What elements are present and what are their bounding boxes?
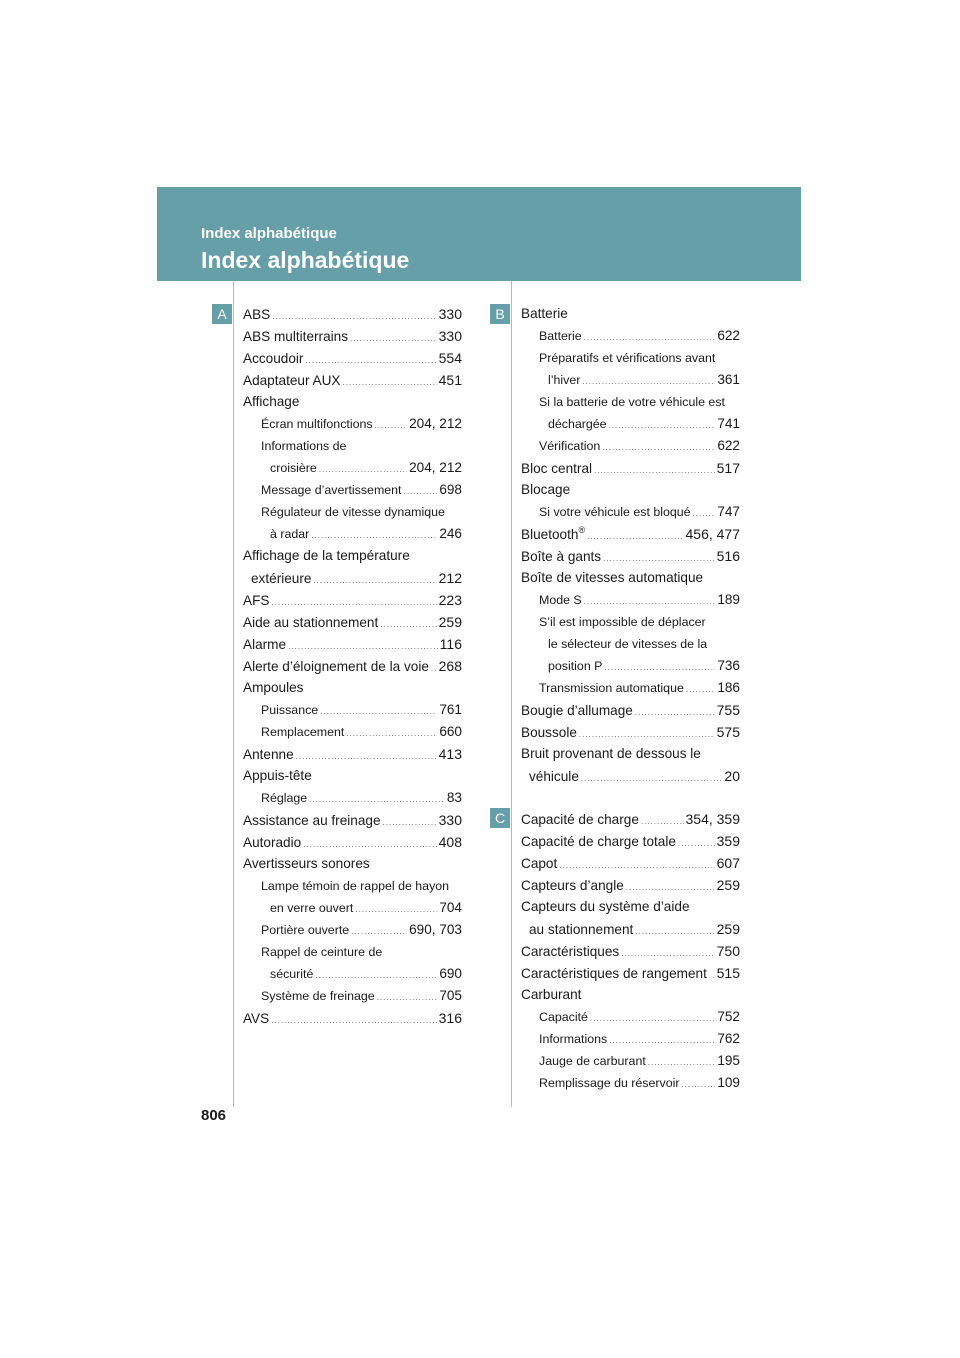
index-entry-page[interactable]: 212 [437, 567, 462, 589]
index-entry[interactable] [243, 303, 462, 325]
section-header [157, 187, 801, 281]
index-entry-label: Régulateur de vitesse dynamique [261, 501, 447, 523]
index-entry-page[interactable]: 517 [715, 457, 740, 479]
index-entry-page[interactable]: 752 [715, 1006, 740, 1028]
index-entry[interactable] [243, 523, 462, 545]
index-entry-page[interactable]: 246 [437, 523, 462, 545]
dot-leader [581, 768, 723, 790]
index-entry[interactable] [521, 413, 740, 435]
dot-leader [375, 415, 408, 437]
registered-mark: ® [578, 525, 586, 535]
index-tab-b[interactable]: B [490, 304, 510, 324]
index-entry [243, 435, 462, 457]
index-entry-page[interactable]: 259 [715, 918, 740, 940]
index-entry[interactable] [243, 831, 462, 853]
index-entry-page[interactable]: 361 [715, 369, 740, 391]
index-column-a [243, 303, 462, 1029]
index-entry-label: AVS [243, 1008, 271, 1030]
index-entry-label: Adaptateur AUX [243, 370, 343, 392]
index-entry-label: Portière ouverte [261, 919, 351, 941]
index-entry-label: Boussole [521, 722, 579, 744]
index-entry[interactable] [243, 633, 462, 655]
index-entry[interactable] [243, 721, 462, 743]
index-entry-page[interactable]: 195 [715, 1050, 740, 1072]
index-entry [521, 567, 740, 589]
index-entry-label: Remplacement [261, 721, 346, 743]
index-entry[interactable] [243, 919, 462, 941]
index-entry[interactable] [521, 545, 740, 567]
index-entry-page[interactable]: 259 [715, 874, 740, 896]
index-entry-label: Accoudoir [243, 348, 305, 370]
dot-leader [320, 701, 437, 723]
index-entry-page[interactable]: 607 [715, 852, 740, 874]
dot-leader [309, 789, 445, 811]
index-entry [521, 479, 740, 501]
index-entry-page[interactable]: 268 [437, 655, 462, 677]
index-entry [521, 611, 740, 633]
index-entry[interactable] [521, 1072, 740, 1094]
index-entry-page[interactable]: 554 [437, 347, 462, 369]
index-entry [243, 941, 462, 963]
index-entry-page[interactable]: 359 [715, 830, 740, 852]
index-entry-page[interactable]: 109 [715, 1072, 740, 1094]
index-entry [521, 347, 740, 369]
index-entry-label: Ampoules [243, 677, 305, 699]
index-entry[interactable] [243, 787, 462, 809]
index-entry[interactable] [521, 1006, 740, 1028]
index-entry-page[interactable]: 83 [445, 787, 462, 809]
index-entry-page[interactable]: 451 [437, 369, 462, 391]
index-entry[interactable] [243, 897, 462, 919]
index-entry-label: l’hiver [548, 369, 582, 391]
index-entry-label: Bluetooth® [521, 524, 587, 546]
index-entry [521, 743, 740, 765]
dot-leader [609, 415, 716, 437]
index-entry [243, 545, 462, 567]
index-entry[interactable] [521, 852, 740, 874]
index-entry[interactable] [521, 765, 740, 787]
index-entry[interactable] [243, 699, 462, 721]
index-entry-label: Réglage [261, 787, 309, 809]
index-entry-page[interactable]: 330 [437, 325, 462, 347]
index-entry-label: Alerte d’éloignement de la voie [243, 656, 431, 678]
index-entry-label: Batterie [539, 325, 584, 347]
index-entry-page[interactable]: 330 [437, 809, 462, 831]
index-entry-page[interactable]: 755 [715, 699, 740, 721]
index-entry-page[interactable]: 622 [715, 435, 740, 457]
index-entry-label: Mode S [539, 589, 584, 611]
index-entry[interactable] [521, 435, 740, 457]
index-entry[interactable] [243, 413, 462, 435]
index-entry-page[interactable]: 456, 477 [684, 523, 741, 545]
index-entry-label: Capacité [539, 1006, 590, 1028]
index-entry-label: Remplissage du réservoir [539, 1072, 681, 1094]
index-entry-label: position P [548, 655, 604, 677]
index-entry[interactable] [521, 830, 740, 852]
index-entry[interactable] [243, 479, 462, 501]
index-entry-label: Bloc central [521, 458, 594, 480]
index-entry[interactable] [243, 611, 462, 633]
dot-leader [584, 591, 716, 613]
index-entry-label: Rappel de ceinture de [261, 941, 384, 963]
index-entry-label: Assistance au freinage [243, 810, 383, 832]
index-entry[interactable] [243, 963, 462, 985]
dot-leader [648, 1052, 716, 1074]
index-entry[interactable] [521, 962, 740, 984]
dot-leader [404, 481, 438, 503]
index-entry[interactable] [243, 325, 462, 347]
index-entry-label: Informations [539, 1028, 609, 1050]
index-entry-page[interactable]: 223 [437, 589, 462, 611]
index-entry [243, 853, 462, 875]
index-entry-label: en verre ouvert [270, 897, 355, 919]
index-entry-page[interactable]: 704 [437, 897, 462, 919]
column-divider-right [511, 281, 512, 1107]
index-entry-page[interactable]: 316 [437, 1007, 462, 1029]
index-entry-label: Capacité de charge totale [521, 831, 678, 853]
index-entry-label: Boîte à gants [521, 546, 603, 568]
index-entry-label: Blocage [521, 479, 572, 501]
index-entry-label: Bougie d’allumage [521, 700, 635, 722]
index-entry[interactable] [521, 457, 740, 479]
index-entry-label: Autoradio [243, 832, 303, 854]
index-entry-label: sécurité [270, 963, 315, 985]
index-entry-page[interactable]: 354, 359 [684, 808, 741, 830]
index-entry [243, 765, 462, 787]
dot-leader [346, 723, 437, 745]
index-entry-page[interactable]: 413 [437, 743, 462, 765]
dot-leader [604, 657, 715, 679]
section-title: Index alphabétique [201, 247, 410, 273]
index-entry-label: Caractéristiques [521, 941, 621, 963]
index-entry[interactable] [521, 918, 740, 940]
index-entry [521, 303, 740, 325]
index-entry[interactable] [243, 347, 462, 369]
index-entry-page[interactable]: 515 [715, 962, 740, 984]
index-entry-label: AFS [243, 590, 271, 612]
index-entry-page[interactable]: 690 [437, 963, 462, 985]
index-entry-label: Carburant [521, 984, 583, 1006]
index-entry-label: Vérification [539, 435, 602, 457]
index-entry-label: Avertisseurs sonores [243, 853, 372, 875]
index-entry-label: Lampe témoin de rappel de hayon [261, 875, 451, 897]
column-divider-left [233, 281, 234, 1107]
index-entry-label: Si votre véhicule est bloqué [539, 501, 693, 523]
index-entry[interactable] [243, 589, 462, 611]
index-entry-page[interactable]: 747 [715, 501, 740, 523]
index-entry[interactable] [243, 655, 462, 677]
index-entry-label: Message d’avertissement [261, 479, 404, 501]
index-entry-page[interactable]: 408 [437, 831, 462, 853]
index-entry-label: au stationnement [529, 919, 635, 941]
dot-leader [681, 1074, 715, 1096]
index-entry [521, 896, 740, 918]
index-entry-page[interactable]: 622 [715, 325, 740, 347]
index-entry [243, 677, 462, 699]
index-entry[interactable] [521, 369, 740, 391]
index-entry-page[interactable]: 189 [715, 589, 740, 611]
index-entry-label: Écran multifonctions [261, 413, 375, 435]
index-entry[interactable] [521, 940, 740, 962]
index-entry-page[interactable]: 762 [715, 1028, 740, 1050]
index-entry [521, 984, 740, 1006]
index-entry[interactable] [243, 1007, 462, 1029]
index-entry-label: Boîte de vitesses automatique [521, 567, 705, 589]
dot-leader [590, 1008, 715, 1030]
index-entry[interactable] [521, 808, 740, 830]
dot-leader [377, 987, 438, 1009]
index-entry-label: Puissance [261, 699, 320, 721]
index-entry[interactable] [521, 699, 740, 721]
index-entry [243, 391, 462, 413]
index-entry-label: Bruit provenant de dessous le [521, 743, 703, 765]
index-entry-page[interactable]: 660 [437, 721, 462, 743]
index-entry-label: Aide au stationnement [243, 612, 380, 634]
dot-leader [315, 965, 437, 987]
dot-leader [271, 1010, 436, 1032]
dot-leader [693, 503, 716, 525]
dot-leader [602, 437, 715, 459]
index-entry-label: Jauge de carburant [539, 1050, 648, 1072]
index-tab-a[interactable]: A [212, 304, 232, 324]
index-entry-label: Capteurs d’angle [521, 875, 626, 897]
index-entry-page[interactable]: 186 [715, 677, 740, 699]
index-entry-page[interactable]: 204, 212 [407, 413, 462, 435]
index-entry-label: Affichage [243, 391, 301, 413]
index-entry-label: Antenne [243, 744, 296, 766]
index-entry-label: Transmission automatique [539, 677, 686, 699]
index-entry[interactable] [243, 985, 462, 1007]
index-entry-page[interactable]: 698 [437, 479, 462, 501]
index-entry-label: ABS multiterrains [243, 326, 350, 348]
index-entry[interactable] [243, 567, 462, 589]
index-entry-label: véhicule [529, 766, 581, 788]
index-entry-label: Capot [521, 853, 559, 875]
index-entry-label: le sélecteur de vitesses de la [548, 633, 709, 655]
index-entry-label: Si la batterie de votre véhicule est [539, 391, 727, 413]
dot-leader [686, 679, 715, 701]
index-entry-page[interactable]: 116 [438, 633, 462, 655]
index-entry-label: extérieure [251, 568, 313, 590]
index-entry[interactable] [243, 743, 462, 765]
index-entry-page[interactable]: 259 [437, 611, 462, 633]
index-entry-label: Capacité de charge [521, 809, 641, 831]
dot-leader [319, 459, 407, 481]
section-title-small: Index alphabétique [201, 225, 337, 242]
index-entry[interactable] [521, 1050, 740, 1072]
index-entry-page[interactable]: 761 [437, 699, 462, 721]
index-entry-label: Caractéristiques de rangement [521, 963, 709, 985]
index-entry[interactable] [521, 655, 740, 677]
index-entry-page[interactable]: 330 [437, 303, 462, 325]
index-entry-label: déchargée [548, 413, 609, 435]
index-entry[interactable] [521, 677, 740, 699]
index-entry-label: à radar [270, 523, 311, 545]
index-entry-page[interactable]: 705 [437, 985, 462, 1007]
index-entry-label: Batterie [521, 303, 570, 325]
index-entry-page[interactable]: 741 [715, 413, 740, 435]
dot-leader [584, 327, 716, 349]
index-entry-page[interactable]: 204, 212 [407, 457, 462, 479]
dot-leader [609, 1030, 715, 1052]
index-entry[interactable] [521, 325, 740, 347]
index-entry-label: Capteurs du système d’aide [521, 896, 692, 918]
index-entry-page[interactable]: 690, 703 [407, 919, 462, 941]
index-entry-page[interactable]: 516 [715, 545, 740, 567]
index-entry [243, 501, 462, 523]
page-number: 806 [201, 1107, 227, 1124]
index-entry[interactable] [521, 589, 740, 611]
index-entry-label: S’il est impossible de déplacer [539, 611, 708, 633]
index-entry-page[interactable]: 750 [715, 940, 740, 962]
index-entry-label: ABS [243, 304, 272, 326]
index-entry [521, 633, 740, 655]
index-entry-label: Informations de [261, 435, 348, 457]
index-entry[interactable] [243, 457, 462, 479]
dot-leader [311, 525, 437, 547]
index-entry-label: Affichage de la température [243, 545, 412, 567]
index-entry[interactable] [521, 523, 740, 545]
index-entry[interactable] [521, 501, 740, 523]
index-entry-label: Préparatifs et vérifications avant [539, 347, 717, 369]
dot-leader [355, 899, 437, 921]
index-column-b [521, 303, 740, 787]
index-tab-c[interactable]: C [490, 808, 510, 828]
index-entry[interactable] [243, 369, 462, 391]
index-entry-page[interactable]: 575 [715, 721, 740, 743]
index-entry-label: croisière [270, 457, 319, 479]
index-entry[interactable] [521, 721, 740, 743]
index-entry[interactable] [521, 1028, 740, 1050]
index-entry-label: Système de freinage [261, 985, 377, 1007]
index-entry-label: Alarme [243, 634, 288, 656]
index-entry-page[interactable]: 736 [715, 655, 740, 677]
dot-leader [351, 921, 407, 943]
index-entry [521, 391, 740, 413]
index-entry[interactable] [521, 874, 740, 896]
index-entry [243, 875, 462, 897]
index-column-c [521, 808, 740, 1094]
dot-leader [582, 371, 715, 393]
index-entry-label: Appuis-tête [243, 765, 314, 787]
index-entry-page[interactable]: 20 [722, 765, 740, 787]
index-entry[interactable] [243, 809, 462, 831]
